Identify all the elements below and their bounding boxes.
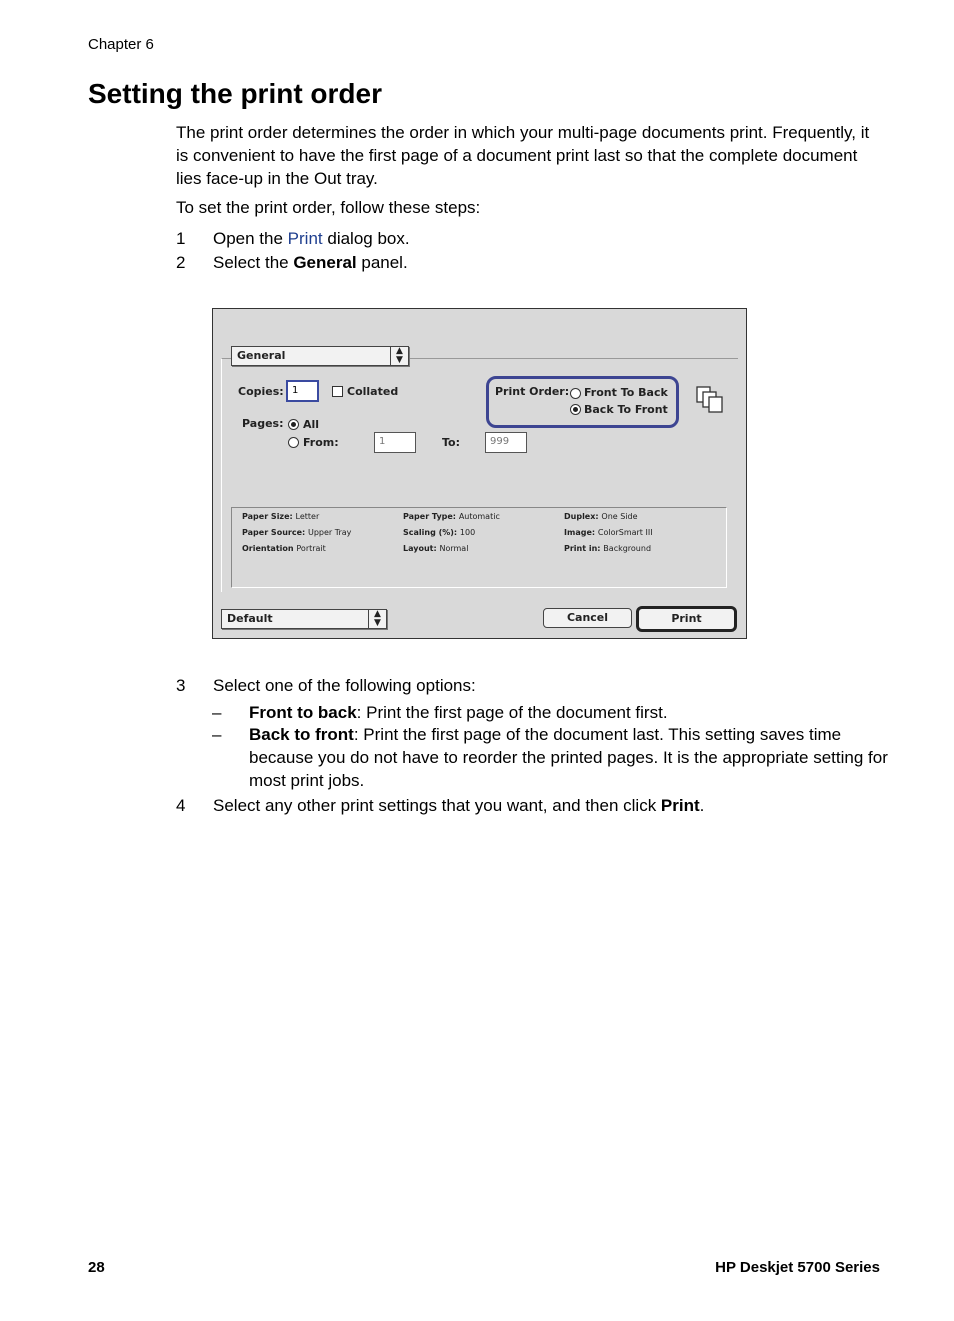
to-input[interactable]: 999 — [485, 432, 527, 453]
summary-print-in: Print in: Background — [564, 544, 652, 553]
intro-paragraph: The print order determines the order in which your multi-page documents print. Frequently, it is convenient to have the first page of a document print last so that the complete document lies face-up in the Out tray. — [176, 123, 870, 188]
pages-label: Pages: — [242, 417, 284, 430]
chapter-header: Chapter 6 — [88, 36, 154, 53]
print-link[interactable]: Print — [287, 229, 323, 248]
summary-orientation: Orientation Portrait — [242, 544, 326, 553]
step-number: 2 — [176, 253, 186, 272]
print-button[interactable]: Print — [636, 606, 737, 632]
page-number: 28 — [88, 1259, 105, 1276]
print-dialog-screenshot — [212, 308, 747, 639]
pages-all-label: All — [303, 418, 320, 431]
back-to-front-label: Back To Front — [584, 403, 668, 416]
print-order-label: Print Order: — [495, 385, 570, 398]
step-number: 3 — [176, 676, 186, 695]
copies-input[interactable]: 1 — [286, 380, 319, 402]
summary-paper-size: Paper Size: Letter — [242, 512, 320, 521]
summary-layout: Layout: Normal — [403, 544, 469, 553]
back-to-front-radio[interactable] — [570, 404, 581, 415]
step-number: 1 — [176, 229, 186, 248]
updown-arrows-icon: ▲ ▼ — [368, 610, 386, 628]
pages-from-radio[interactable] — [288, 437, 299, 448]
updown-arrows-icon: ▲ ▼ — [390, 347, 408, 365]
step-text: Open the Print dialog box. — [213, 229, 410, 248]
collated-label: Collated — [347, 385, 399, 398]
step-text: Select any other print settings that you want, and then click Print. — [213, 796, 705, 815]
from-label: From: — [303, 436, 339, 449]
pages-all-radio[interactable] — [288, 419, 299, 430]
steps-intro: To set the print order, follow these steps: — [176, 198, 481, 217]
summary-paper-source: Paper Source: Upper Tray — [242, 528, 352, 537]
summary-paper-type: Paper Type: Automatic — [403, 512, 500, 521]
settings-summary — [231, 507, 727, 588]
summary-duplex: Duplex: One Side — [564, 512, 638, 521]
copies-label: Copies: — [238, 385, 284, 398]
preset-select[interactable]: Default ▲ ▼ — [221, 609, 387, 629]
page-stack-icon — [695, 385, 725, 415]
panel-select[interactable]: General ▲ ▼ — [231, 346, 409, 366]
print-order-highlight — [486, 376, 679, 428]
collated-checkbox[interactable] — [332, 386, 343, 397]
cancel-button[interactable]: Cancel — [543, 608, 632, 628]
summary-image: Image: ColorSmart III — [564, 528, 653, 537]
page-title: Setting the print order — [88, 78, 382, 109]
front-to-back-label: Front To Back — [584, 386, 668, 399]
to-label: To: — [442, 436, 460, 449]
from-input[interactable]: 1 — [374, 432, 416, 453]
summary-scaling: Scaling (%): 100 — [403, 528, 476, 537]
product-name: HP Deskjet 5700 Series — [715, 1259, 880, 1276]
step-text: Select one of the following options: — [213, 676, 476, 695]
step-text: Select the General panel. — [213, 253, 408, 272]
front-to-back-radio[interactable] — [570, 388, 581, 399]
step-number: 4 — [176, 796, 186, 815]
